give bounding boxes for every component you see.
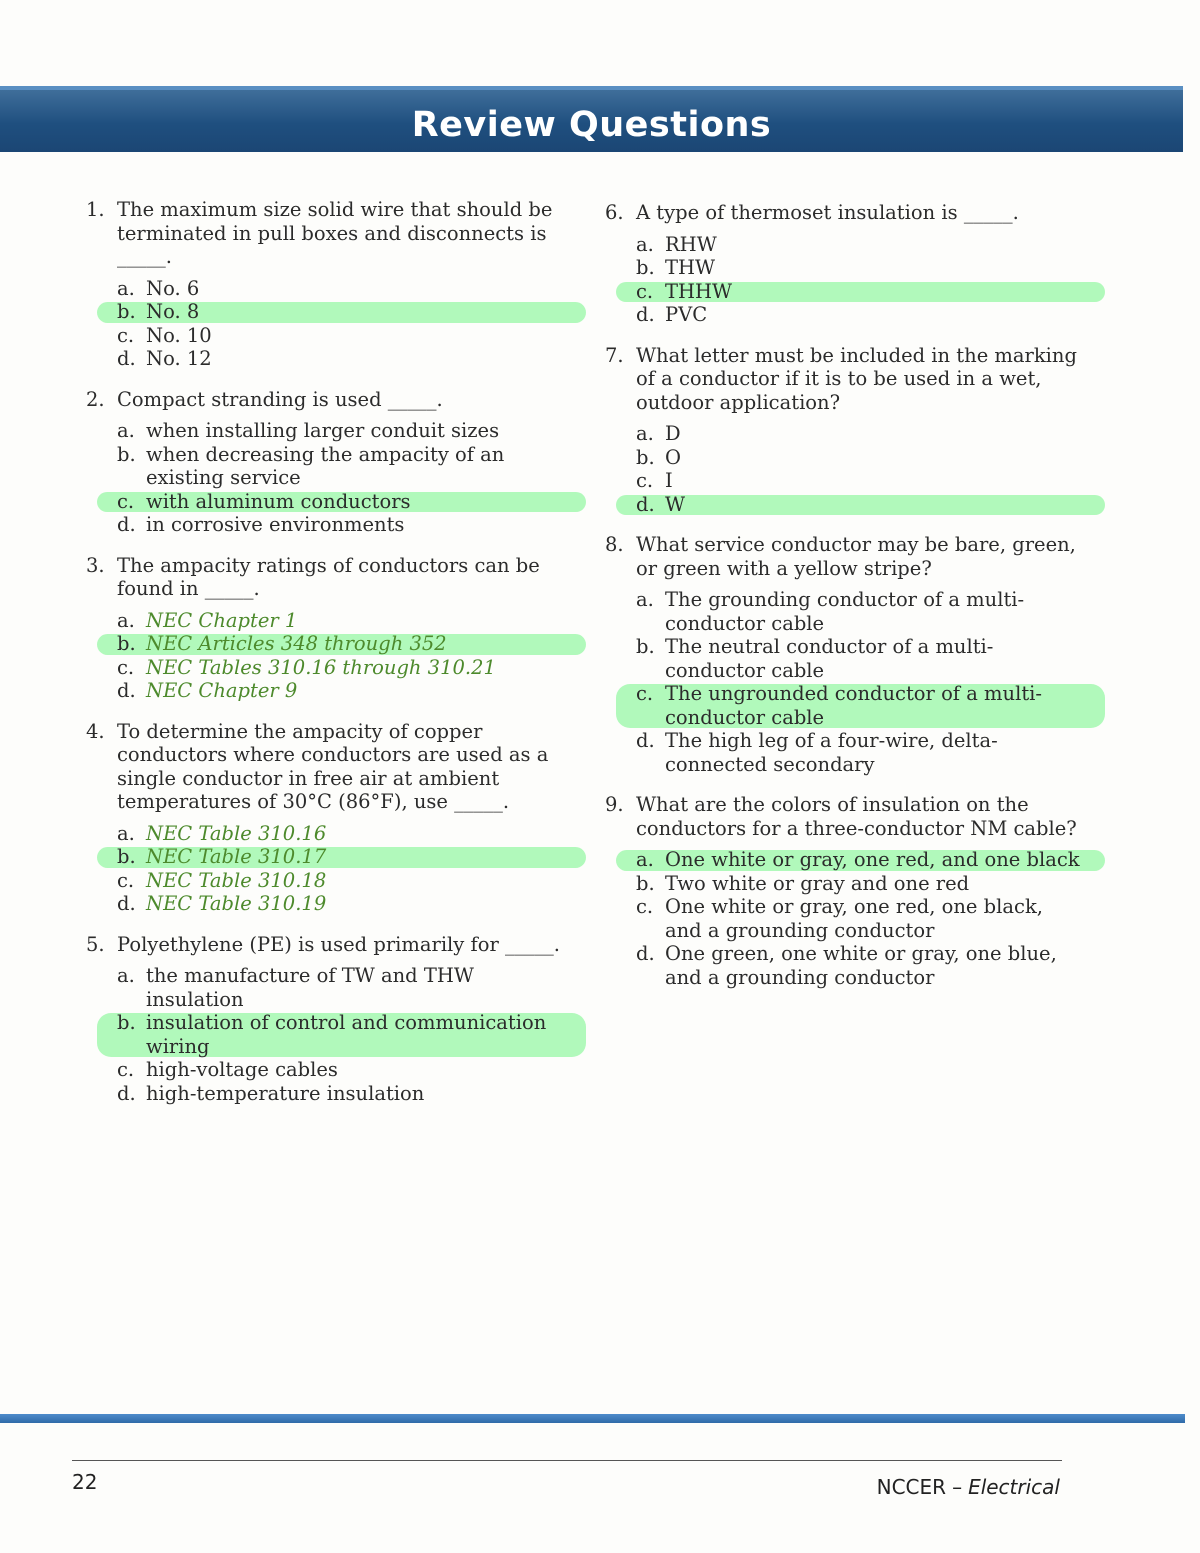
question <box>605 793 1085 989</box>
answer-option-highlighted <box>117 300 566 324</box>
left-question-column <box>86 198 566 1122</box>
option-text: No. 12 <box>146 347 212 370</box>
question <box>86 554 566 703</box>
page-title: Review Questions <box>411 105 772 145</box>
question-text: Compact stranding is used _____. <box>117 387 443 411</box>
option-text: NEC Table 310.18 <box>146 868 327 892</box>
option-letter: a. <box>117 608 135 632</box>
option-letter: b. <box>636 871 655 895</box>
option-letter: b. <box>117 300 136 323</box>
option-text: Two white or gray and one red <box>665 871 970 895</box>
option-letter: c. <box>117 489 135 513</box>
option-text: The ungrounded conductor of a multi-conductor cable <box>665 682 1042 729</box>
footer-publisher: NCCER <box>876 1475 947 1499</box>
footer-book-title <box>877 1475 1060 1499</box>
option-text: THW <box>665 256 716 279</box>
option-letter: b. <box>636 445 655 469</box>
question <box>86 198 566 371</box>
answer-option <box>636 303 1085 327</box>
answer-option <box>117 869 566 893</box>
answer-option <box>636 422 1085 446</box>
option-letter: c. <box>636 469 654 492</box>
bottom-color-rule <box>0 1414 1185 1423</box>
option-text: insulation of control and communication wiring <box>146 1011 547 1058</box>
option-text: RHW <box>665 232 717 256</box>
option-letter: b. <box>117 442 136 466</box>
answer-options <box>636 422 1085 516</box>
option-text: No. 6 <box>146 276 200 300</box>
question-number: 2. <box>86 387 105 411</box>
option-letter: a. <box>117 964 135 987</box>
answer-option <box>117 347 566 371</box>
option-text: the manufacture of TW and THW insulation <box>146 964 474 1011</box>
option-text: I <box>665 469 673 492</box>
option-text: NEC Table 310.16 <box>146 821 327 845</box>
answer-options <box>636 233 1085 327</box>
answer-option <box>636 895 1085 942</box>
option-text: when decreasing the ampacity of an existing service <box>146 442 505 489</box>
option-letter: d. <box>117 892 136 915</box>
question-number: 6. <box>605 201 624 224</box>
option-letter: c. <box>117 868 135 892</box>
footer-separator: – <box>952 1475 963 1499</box>
answer-option-highlighted <box>636 280 1085 304</box>
question-stem <box>86 933 566 957</box>
answer-option-highlighted <box>636 682 1085 729</box>
option-letter: c. <box>636 895 654 918</box>
option-text: The neutral conductor of a multi-conductor cable <box>665 635 994 682</box>
answer-option <box>117 1058 566 1082</box>
answer-option-highlighted <box>117 845 566 869</box>
answer-option <box>636 256 1085 280</box>
right-question-column <box>605 201 1085 1006</box>
option-text: NEC Articles 348 through 352 <box>146 632 447 655</box>
question-text: The maximum size solid wire that should be terminated in pull boxes and disconnects is _____. <box>117 198 553 268</box>
option-text: No. 10 <box>146 323 212 347</box>
answer-option-highlighted <box>636 493 1085 517</box>
answer-option <box>117 822 566 846</box>
question-text: The ampacity ratings of conductors can be found in _____. <box>117 553 540 600</box>
option-text: when installing larger conduit sizes <box>146 419 500 442</box>
question-text: What are the colors of insulation on the conductors for a three-conductor NM cable? <box>636 793 1077 840</box>
option-text: high-voltage cables <box>146 1058 338 1081</box>
answer-option <box>117 324 566 348</box>
option-text: in corrosive environments <box>146 513 405 536</box>
question-number: 9. <box>605 793 624 816</box>
answer-option <box>117 892 566 916</box>
option-text: NEC Table 310.19 <box>146 892 327 915</box>
question <box>86 388 566 537</box>
option-letter: a. <box>636 232 654 256</box>
question <box>86 933 566 1106</box>
option-letter: c. <box>117 655 135 679</box>
option-text: with aluminum conductors <box>146 489 411 513</box>
question-number: 3. <box>86 553 105 577</box>
answer-options <box>117 609 566 703</box>
answer-options <box>117 822 566 916</box>
option-letter: b. <box>117 632 136 655</box>
option-letter: d. <box>636 303 655 326</box>
answer-options <box>117 964 566 1105</box>
footer-divider <box>72 1460 1062 1461</box>
question-text: A type of thermoset insulation is _____. <box>636 201 1019 224</box>
answer-option <box>636 872 1085 896</box>
question-stem <box>605 793 1085 840</box>
option-letter: a. <box>636 848 654 871</box>
option-text: THHW <box>665 279 733 303</box>
answer-option-highlighted <box>117 490 566 514</box>
option-letter: d. <box>636 729 655 752</box>
option-letter: d. <box>117 347 136 370</box>
option-letter: c. <box>636 279 654 303</box>
option-letter: b. <box>636 635 655 658</box>
option-letter: a. <box>636 588 654 611</box>
answer-option <box>117 609 566 633</box>
answer-option <box>117 964 566 1011</box>
question <box>605 533 1085 776</box>
option-letter: a. <box>117 276 135 300</box>
option-letter: a. <box>636 422 654 445</box>
answer-option <box>636 233 1085 257</box>
option-letter: c. <box>636 682 654 705</box>
question-number: 4. <box>86 719 105 743</box>
answer-option <box>117 419 566 443</box>
option-text: PVC <box>665 303 708 326</box>
option-text: One white or gray, one red, and one black <box>665 848 1080 871</box>
question-stem <box>86 720 566 814</box>
question-number: 1. <box>86 198 105 221</box>
answer-option-highlighted <box>117 632 566 656</box>
option-letter: d. <box>117 513 136 536</box>
option-letter: b. <box>117 1011 136 1034</box>
option-text: NEC Tables 310.16 through 310.21 <box>146 655 496 679</box>
option-letter: a. <box>117 419 135 442</box>
option-text: The high leg of a four-wire, delta-connected secondary <box>665 729 998 776</box>
option-letter: d. <box>117 1081 136 1105</box>
option-letter: b. <box>636 256 655 279</box>
answer-option-highlighted <box>636 848 1085 872</box>
option-letter: b. <box>117 845 136 868</box>
option-text: D <box>665 422 681 445</box>
answer-option <box>117 513 566 537</box>
answer-option <box>117 679 566 703</box>
answer-option <box>117 656 566 680</box>
page-number: 22 <box>72 1470 98 1494</box>
option-letter: c. <box>117 323 135 347</box>
option-text: One green, one white or gray, one blue, and a grounding conductor <box>665 942 1057 989</box>
question-number: 7. <box>605 343 624 367</box>
answer-option <box>117 277 566 301</box>
option-text: O <box>665 445 681 469</box>
option-letter: c. <box>117 1058 135 1081</box>
option-text: W <box>665 492 686 516</box>
question-stem <box>86 198 566 269</box>
option-letter: d. <box>636 492 655 516</box>
answer-option <box>636 729 1085 776</box>
answer-options <box>636 848 1085 989</box>
answer-option <box>117 443 566 490</box>
answer-option <box>636 446 1085 470</box>
question-text: What service conductor may be bare, green, or green with a yellow stripe? <box>636 533 1076 580</box>
question <box>86 720 566 916</box>
question-stem <box>605 344 1085 415</box>
question-text: Polyethylene (PE) is used primarily for _____. <box>117 932 560 956</box>
question-number: 8. <box>605 533 624 556</box>
answer-option-highlighted <box>117 1011 566 1058</box>
option-text: No. 8 <box>146 300 200 323</box>
answer-options <box>117 419 566 537</box>
answer-option <box>636 588 1085 635</box>
option-text: NEC Table 310.17 <box>146 845 327 868</box>
header-banner <box>0 86 1183 152</box>
option-text: NEC Chapter 9 <box>146 679 298 702</box>
question-text: What letter must be included in the marking of a conductor if it is to be used in a wet, outdoor application? <box>636 343 1077 414</box>
footer-subject: Electrical <box>968 1475 1060 1499</box>
option-letter: a. <box>117 821 135 845</box>
answer-option <box>636 635 1085 682</box>
question-stem <box>86 388 566 412</box>
question <box>605 201 1085 327</box>
answer-options <box>636 588 1085 776</box>
question-stem <box>605 201 1085 225</box>
question-number: 5. <box>86 932 105 956</box>
answer-option <box>117 1082 566 1106</box>
question-stem <box>605 533 1085 580</box>
answer-option <box>636 942 1085 989</box>
question <box>605 344 1085 517</box>
option-text: The grounding conductor of a multi-conductor cable <box>665 588 1025 635</box>
option-text: NEC Chapter 1 <box>146 608 298 632</box>
answer-option <box>636 469 1085 493</box>
option-text: high-temperature insulation <box>146 1081 425 1105</box>
question-stem <box>86 554 566 601</box>
option-text: One white or gray, one red, one black, and a grounding conductor <box>665 895 1043 942</box>
question-text: To determine the ampacity of copper conductors where conductors are used as a single conductor in free air at ambient temperatures of 30°C (86°F), use _____. <box>117 719 549 813</box>
answer-options <box>117 277 566 371</box>
option-letter: d. <box>117 679 136 702</box>
option-letter: d. <box>636 942 655 965</box>
